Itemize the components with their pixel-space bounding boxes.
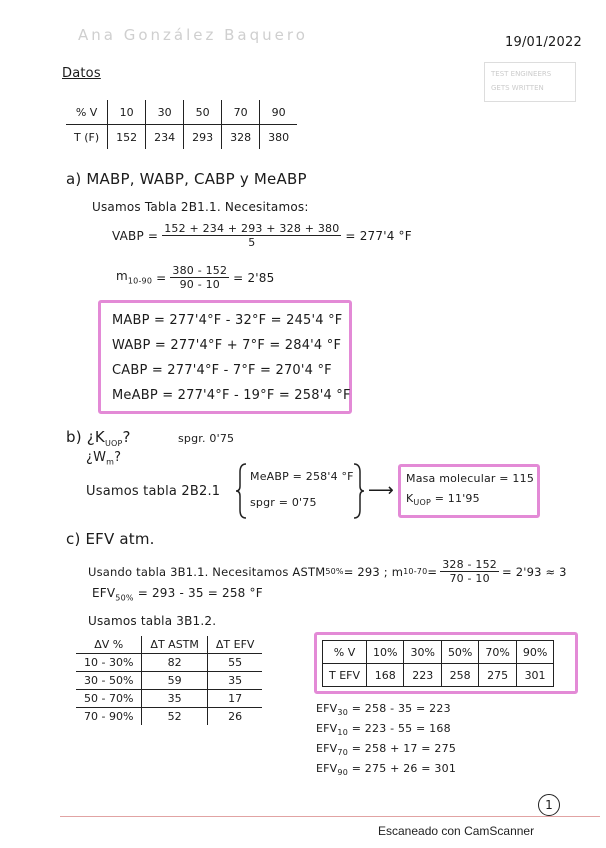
table-cell: 30% [404,641,441,664]
table-cell: 301 [516,664,553,687]
table-cell: 59 [142,672,207,690]
author-name: Ana González Baquero [78,26,308,44]
section-c-usamos: Usamos tabla 3B1.2. [88,614,217,628]
table-cell: 168 [367,664,404,687]
table-cell: 35 [207,672,262,690]
table-cell: 55 [207,654,262,672]
cabp-line: CABP = 277'4°F - 7°F = 270'4 °F [112,363,332,378]
masa-molecular: Masa molecular = 115 [406,472,535,485]
section-b-heading: b) ¿$K_{UOP}$? [66,428,131,448]
brace-meabp: MeABP = 258'4 °F [250,470,354,483]
table-cell: 293 [184,125,222,150]
table-row [323,664,554,687]
vabp-formula [112,222,412,249]
stamp-line-1: TEST ENGINEERS [491,70,552,78]
m-formula [116,264,274,291]
table-header: ΔV % [76,636,142,654]
table-cell: % V [323,641,367,664]
table-cell: 17 [207,690,262,708]
table-row [76,690,262,708]
footer [0,816,606,848]
table-cell: 52 [142,708,207,726]
table-cell: 90% [516,641,553,664]
date: 19/01/2022 [505,35,582,50]
table-cell: 10 [108,100,146,125]
datos-title: Datos [62,66,101,81]
vabp-numerator: 152 + 234 + 293 + 328 + 380 [164,222,340,235]
table-row [66,100,297,125]
m-fraction [170,264,229,291]
table-cell: 50 - 70% [76,690,142,708]
table-header: ΔT EFV [207,636,262,654]
efv-table [322,640,554,687]
table-cell: 10 - 30% [76,654,142,672]
curly-brace-left [236,462,248,520]
brace-spgr: spgr = 0'75 [250,496,317,509]
table-cell: 258 [441,664,478,687]
vabp-result: = 277'4 °F [345,228,412,243]
table-cell: 30 [146,100,184,125]
arrow-icon: ⟶ [368,480,394,501]
table-cell: 35 [142,690,207,708]
m-numerator: 380 - 152 [172,264,228,277]
efv90-calc: $EFV_{90} = 275 + 26 = 301$ [316,762,457,778]
table-cell: 234 [146,125,184,150]
section-c-heading: c) EFV atm. [66,530,155,548]
vabp-denominator: 5 [248,236,256,249]
m-eq: = [156,270,167,285]
table-row [76,708,262,726]
footer-divider [60,816,600,817]
m-lhs: $m_{10-90}$ [116,269,153,286]
wabp-line: WABP = 277'4°F + 7°F = 284'4 °F [112,338,342,353]
stamp [484,62,576,102]
vabp-fraction [162,222,341,249]
spgr-note: spgr. 0'75 [178,432,235,445]
table-cell: 90 [260,100,298,125]
curly-brace-right [352,462,364,520]
table-cell: 70% [479,641,516,664]
vabp-lhs: VABP = [112,228,159,243]
table-cell: 380 [260,125,298,150]
mabp-line: MABP = 277'4°F - 32°F = 245'4 °F [112,313,343,328]
section-b-usamos: Usamos tabla 2B2.1 [86,484,221,499]
kuop-value: $K_{UOP} = 11'95$ [406,492,480,508]
table-cell: T EFV [323,664,367,687]
table-cell: 70 [222,100,260,125]
efv70-calc: $EFV_{70} = 258 + 17 = 275$ [316,742,457,758]
datos-table [66,100,297,149]
efv10-calc: $EFV_{10} = 223 - 55 = 168$ [316,722,451,738]
table-header-row [76,636,262,654]
table-cell: T (F) [74,130,100,144]
table-cell: 223 [404,664,441,687]
table-row [76,672,262,690]
table-cell: 10% [367,641,404,664]
table-cell: 30 - 50% [76,672,142,690]
wm-question: ¿$W_m$? [86,450,122,467]
stamp-line-2: GETS WRITTEN [491,84,544,92]
table-cell: 50 [184,100,222,125]
m-1070-fraction: $\frac{328 - 152}{70 - 10}$ [442,558,497,585]
m-result: = 2'85 [233,270,275,285]
table-cell: 50% [441,641,478,664]
page-number: 1 [538,794,560,816]
efv30-calc: $EFV_{30} = 258 - 35 = 223$ [316,702,451,718]
table-header: ΔT ASTM [142,636,207,654]
camscanner-watermark: Escaneado con CamScanner [378,824,535,838]
section-c-line1: Usando tabla 3B1.1. Necesitamos ASTM 50% = 293 ; m 10-70 = $\frac{328 - 152}{70 - 10}$ = 2'93 ≈ 3 [88,558,567,585]
table-row [76,654,262,672]
table-cell: % V [66,100,108,125]
section-a-usamos: Usamos Tabla 2B1.1. Necesitamos: [92,200,309,214]
table-row [323,641,554,664]
meabp-line: MeABP = 277'4°F - 19°F = 258'4 °F [112,388,351,403]
section-a-heading: a) MABP, WABP, CABP y MeABP [66,170,307,188]
table-cell: 70 - 90% [84,710,134,723]
efv50-line: $EFV_{50\%} = 293 - 35 = 258$ °F [92,586,263,603]
table-cell: 275 [479,664,516,687]
table-cell: 328 [222,125,260,150]
table-cell: 26 [207,708,262,726]
table-row [66,125,297,150]
table-cell: 82 [142,654,207,672]
delta-table [76,636,262,725]
m-denominator: 90 - 10 [179,278,220,291]
table-cell: 152 [108,125,146,150]
